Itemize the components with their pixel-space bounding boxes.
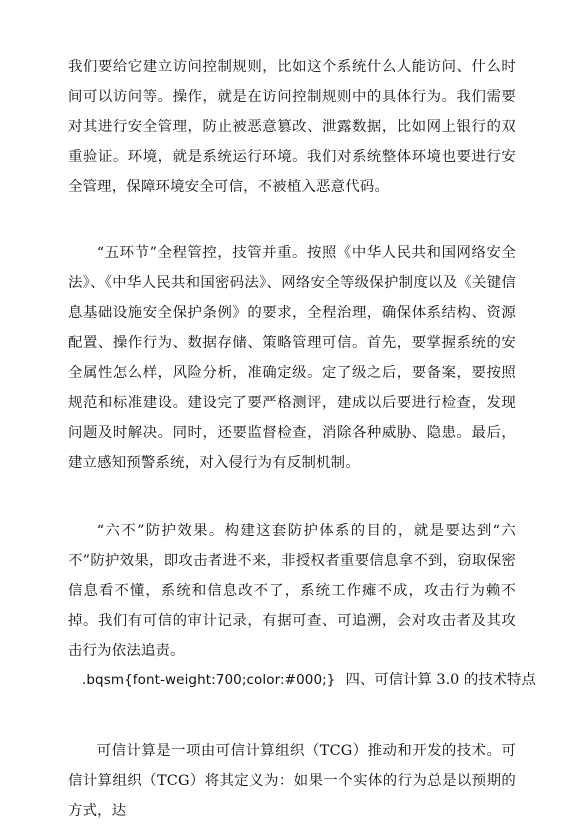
paragraph-trusted-computing: 可信计算是一项由可信计算组织（TCG）推动和开发的技术。可信计算组织（TCG）将其定义为：如果一个实体的行为总是以预期的方式，达 [68,743,516,819]
section-title: 四、可信计算 3.0 的技术特点 [345,672,536,688]
paragraph-five-links: “五环节”全程管控，技管并重。按照《中华人民共和国网络安全法》、《中华人民共和国密码法》、网络安全等级保护制度以及《关键信息基础设施安全保护条例》的要求，全程治理，确保体系结构、资源配置、操作行为、数据存储、策略管理可信。首先，要掌握系统的安全属性怎么样，风险分析，准确定级。定了级之后，要备案，要按照规范和标准建设。建设完了要严格测评，建成以后要进行检查，发现问题及时解决。同时，还要监督检查，消除各种威胁、隐患。最后，建立感知预警系统，对入侵行为有反制机制。 [68,245,516,471]
paragraph-access-control: 我们要给它建立访问控制规则，比如这个系统什么人能访问、什么时间可以访问等。操作，就是在访问控制规则中的具体行为。我们需要对其进行安全管理，防止被恶意篡改、泄露数据，比如网上银行的双重验证。环境，就是系统运行环境。我们对系统整体环境也要进行安全管理，保障环境安全可信，不被植入恶意代码。 [68,59,516,195]
section-heading [68,665,536,695]
paragraph-six-nots: “六不”防护效果。构建这套防护体系的目的，就是要达到“六不”防护效果，即攻击者进不来，非授权者重要信息拿不到，窃取保密信息看不懂，系统和信息改不了，系统工作瘫不成，攻击行为赖不掉。我们有可信的审计记录，有据可查、可追溯，会对攻击者及其攻击行为依法追责。 [68,523,516,659]
leaked-css-text: .bqsm{font-weight:700;color:#000;} [82,672,336,688]
